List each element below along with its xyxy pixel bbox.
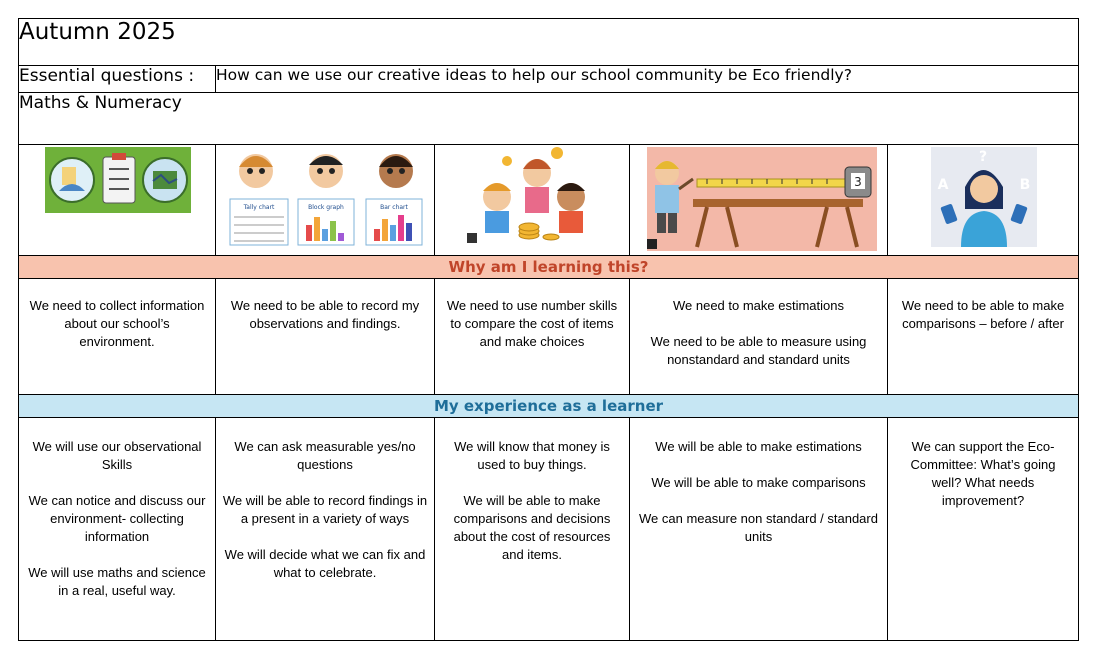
- image-cell-observation: [19, 145, 216, 256]
- experience-cell-3: We will know that money is used to buy things. We will be able to make comparisons and decisions about the cost of resources and items.: [453, 439, 611, 562]
- why-learning-heading: Why am I learning this?: [19, 256, 1079, 279]
- image-cell-comparison: [888, 145, 1079, 256]
- bar-chart-label: Bar chart: [380, 204, 408, 211]
- experience-cell-4: We will be able to make estimations We will be able to make comparisons We can measure non standard / standard units: [639, 439, 878, 544]
- experience-cell-1: We will use our observational Skills We can notice and discuss our environment- collecting information We will use maths and science in a real, useful way.: [28, 439, 206, 598]
- essential-question-text: How can we use our creative ideas to help our school community be Eco friendly?: [216, 66, 1079, 93]
- why-cell-2: We need to be able to record my observations and findings.: [230, 298, 420, 331]
- tape-badge-number: 3: [854, 175, 862, 189]
- subject-heading: Maths & Numeracy: [19, 93, 1079, 145]
- option-b-letter: B: [1019, 177, 1031, 193]
- why-cell-5: We need to be able to make comparisons – before / after: [901, 298, 1065, 331]
- planning-table: [18, 18, 1079, 641]
- image-cell-charts: [216, 145, 435, 256]
- image-cell-money: [435, 145, 630, 256]
- question-mark-icon: ?: [978, 149, 988, 165]
- observation-clipboard-icon: [45, 147, 191, 213]
- page-title: Autumn 2025: [19, 19, 1079, 66]
- experience-cell-2: We can ask measurable yes/no questions We will be able to record findings in a present in a variety of ways We will decide what we can fix and what to celebrate.: [222, 439, 428, 580]
- curriculum-sheet: [18, 18, 1078, 641]
- children-money-icon: [467, 147, 601, 247]
- experience-heading: My experience as a learner: [19, 395, 1079, 418]
- why-cell-3: We need to use number skills to compare the cost of items and make choices: [446, 298, 618, 349]
- children-charts-icon: [226, 147, 426, 247]
- essential-questions-label: Essential questions :: [19, 66, 216, 93]
- option-a-letter: A: [937, 177, 949, 193]
- comparison-person-icon: [931, 147, 1037, 247]
- why-cell-1: We need to collect information about our school’s environment.: [29, 298, 205, 349]
- experience-cell-5: We can support the Eco-Committee: What’s going well? What needs improvement?: [910, 439, 1056, 508]
- image-cell-measuring: [630, 145, 888, 256]
- tally-chart-label: Tally chart: [243, 204, 275, 211]
- block-graph-label: Block graph: [308, 204, 344, 211]
- why-cell-4: We need to make estimations We need to be able to measure using nonstandard and standard units: [650, 298, 867, 367]
- measuring-tape-icon: [647, 147, 877, 251]
